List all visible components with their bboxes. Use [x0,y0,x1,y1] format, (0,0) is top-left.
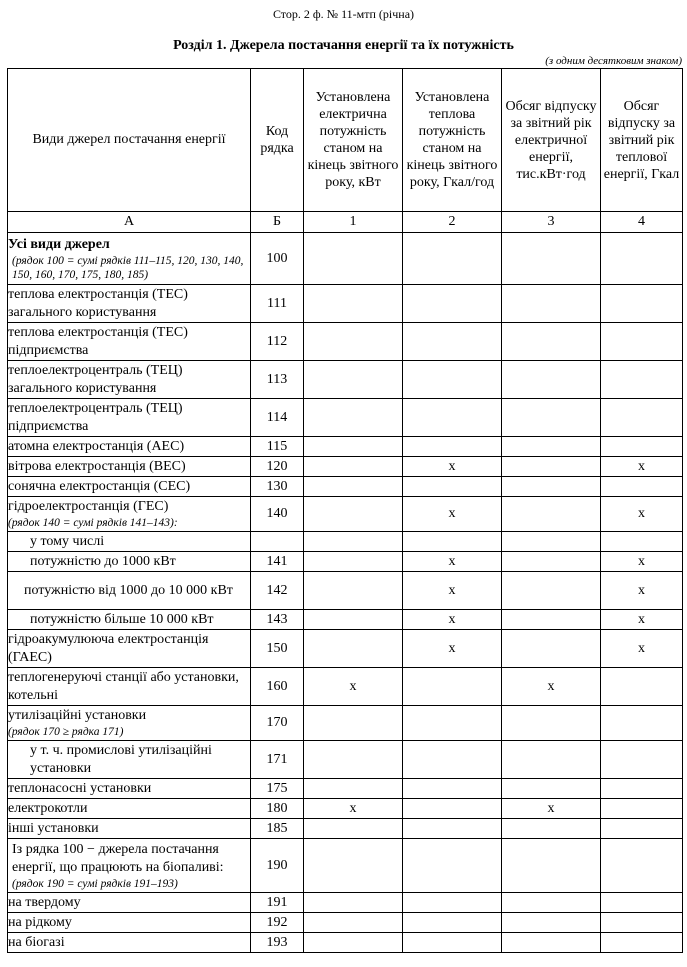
row-name: теплогенеруючі станції або установки, котельні [8,668,251,706]
cell-3[interactable] [502,323,601,361]
table-row [8,552,683,572]
cell-4[interactable] [601,323,683,361]
col-letter-3: 3 [502,212,601,233]
row-name: вітрова електростанція (ВЕС) [8,457,251,477]
cell-4[interactable] [601,913,683,933]
row-code: 112 [251,323,304,361]
cell-2[interactable] [403,323,502,361]
col-letter-b: Б [251,212,304,233]
row-code: 141 [251,552,304,572]
cell-1[interactable] [304,233,403,285]
cell-1[interactable] [304,532,403,552]
row-code: 143 [251,610,304,630]
cell-3[interactable] [502,913,601,933]
cell-3[interactable] [502,630,601,668]
cell-2[interactable]: x [403,552,502,572]
table-row [8,819,683,839]
cell-3[interactable] [502,893,601,913]
cell-3[interactable] [502,497,601,532]
cell-4[interactable] [601,779,683,799]
cell-4[interactable]: x [601,630,683,668]
table-row [8,799,683,819]
row-code: 192 [251,913,304,933]
row-name: у т. ч. промислові утилізаційні установки [8,741,251,779]
cell-2[interactable]: x [403,630,502,668]
table-row [8,323,683,361]
cell-3[interactable] [502,477,601,497]
cell-4[interactable] [601,361,683,399]
row-name: потужністю від 1000 до 10 000 кВт [8,572,251,610]
cell-3[interactable] [502,839,601,893]
row-name [8,233,251,285]
cell-4[interactable]: x [601,497,683,532]
col-header-name: Види джерел постачання енергії [8,69,251,212]
row-label: Усі види джерел [8,236,110,252]
col-letter-1: 1 [304,212,403,233]
cell-1[interactable] [304,457,403,477]
row-code: 114 [251,399,304,437]
row-code [251,532,304,552]
row-code: 140 [251,497,304,532]
cell-4[interactable] [601,819,683,839]
cell-2[interactable] [403,285,502,323]
cell-2[interactable] [403,706,502,741]
row-name: гідроакумулююча електростанція (ГАЕС) [8,630,251,668]
cell-2[interactable] [403,933,502,953]
cell-2[interactable] [403,839,502,893]
cell-1[interactable] [304,839,403,893]
energy-sources-table [7,68,683,953]
cell-3[interactable]: x [502,799,601,819]
cell-4[interactable]: x [601,572,683,610]
row-name: на твердому [8,893,251,913]
col-header-code: Код рядка [251,69,304,212]
table-row [8,893,683,913]
cell-1[interactable] [304,361,403,399]
row-name: на рідкому [8,913,251,933]
table-row [8,532,683,552]
row-code: 191 [251,893,304,913]
cell-4[interactable] [601,839,683,893]
row-code: 150 [251,630,304,668]
cell-1[interactable] [304,913,403,933]
row-name: теплова електростанція (ТЕС) загального користування [8,285,251,323]
row-code: 130 [251,477,304,497]
row-note: (рядок 140 = сумі рядків 141–143): [8,517,178,529]
cell-4[interactable] [601,285,683,323]
cell-2[interactable] [403,668,502,706]
row-code: 100 [251,233,304,285]
col-header-1: Установлена електрична потужність станом на кінець звітного року, кВт [304,69,403,212]
cell-4[interactable] [601,399,683,437]
page-header: Стор. 2 ф. № 11-мтп (річна) [272,7,415,21]
cell-4[interactable] [601,477,683,497]
table-row [8,437,683,457]
table-row [8,285,683,323]
cell-2[interactable] [403,913,502,933]
cell-2[interactable] [403,437,502,457]
cell-1[interactable] [304,552,403,572]
table-row [8,610,683,630]
row-note: (рядок 170 ≥ рядка 171) [8,726,124,738]
cell-1[interactable] [304,819,403,839]
cell-4[interactable] [601,933,683,953]
row-name: потужністю більше 10 000 кВт [8,610,251,630]
cell-1[interactable] [304,706,403,741]
cell-4[interactable] [601,233,683,285]
column-letters-row [8,212,683,233]
cell-3[interactable] [502,457,601,477]
section-title: Розділ 1. Джерела постачання енергії та їх потужність [173,38,514,53]
col-header-3: Обсяг відпуску за звітний рік електричної енергії, тис.кВт·год [502,69,601,212]
row-code: 113 [251,361,304,399]
cell-4[interactable] [601,437,683,457]
cell-3[interactable] [502,779,601,799]
row-code: 111 [251,285,304,323]
table-row [8,361,683,399]
cell-3[interactable] [502,572,601,610]
cell-1[interactable] [304,497,403,532]
col-header-4: Обсяг відпуску за звітний рік теплової енергії, Гкал [601,69,683,212]
row-code: 185 [251,819,304,839]
row-name: теплонасосні установки [8,779,251,799]
row-name: електрокотли [8,799,251,819]
table-row [8,779,683,799]
row-code: 190 [251,839,304,893]
row-name: потужністю до 1000 кВт [8,552,251,572]
cell-1[interactable] [304,630,403,668]
col-letter-2: 2 [403,212,502,233]
cell-3[interactable] [502,706,601,741]
row-note: (рядок 190 = сумі рядків 191–193) [12,877,178,890]
row-name [8,706,251,741]
table-row [8,477,683,497]
row-name: теплоелектроцентраль (ТЕЦ) загального користування [8,361,251,399]
cell-2[interactable] [403,741,502,779]
row-label: Із рядка 100 − джерела постачання енергії, що працюють на біопаливі: [12,841,224,875]
cell-4[interactable] [601,668,683,706]
cell-4[interactable] [601,893,683,913]
table-row [8,572,683,610]
row-code: 115 [251,437,304,457]
row-code: 175 [251,779,304,799]
cell-2[interactable]: x [403,572,502,610]
precision-note: (з одним десятковим знаком) [545,55,682,67]
row-label: гідроелектростанція (ГЕС) [8,499,169,514]
cell-3[interactable] [502,552,601,572]
cell-4[interactable] [601,532,683,552]
cell-3[interactable] [502,819,601,839]
table-row [8,913,683,933]
table-row [8,233,683,285]
cell-2[interactable] [403,893,502,913]
table-header-row [8,69,683,212]
cell-3[interactable] [502,361,601,399]
row-label: утилізаційні установки [8,708,147,723]
cell-2[interactable] [403,819,502,839]
table-row [8,668,683,706]
cell-2[interactable] [403,532,502,552]
cell-3[interactable]: x [502,668,601,706]
row-name: на біогазі [8,933,251,953]
cell-2[interactable] [403,779,502,799]
cell-4[interactable]: x [601,552,683,572]
cell-3[interactable] [502,285,601,323]
row-code: 171 [251,741,304,779]
row-name: інші установки [8,819,251,839]
cell-1[interactable] [304,285,403,323]
table-row [8,706,683,741]
cell-4[interactable]: x [601,610,683,630]
cell-1[interactable] [304,779,403,799]
table-row [8,933,683,953]
cell-3[interactable] [502,532,601,552]
table-row [8,399,683,437]
row-code: 180 [251,799,304,819]
row-name: теплова електростанція (ТЕС) підприємства [8,323,251,361]
cell-1[interactable] [304,893,403,913]
cell-1[interactable]: x [304,799,403,819]
cell-2[interactable]: x [403,610,502,630]
table-row [8,741,683,779]
cell-2[interactable] [403,361,502,399]
col-letter-4: 4 [601,212,683,233]
row-name: теплоелектроцентраль (ТЕЦ) підприємства [8,399,251,437]
table-row [8,497,683,532]
cell-2[interactable] [403,799,502,819]
row-note: (рядок 100 = сумі рядків 111–115, 120, 130, 140, 150, 160, 170, 175, 180, 185) [12,254,244,281]
row-name: у тому числі [8,532,251,552]
cell-1[interactable] [304,610,403,630]
cell-2[interactable]: x [403,497,502,532]
table-row [8,457,683,477]
cell-2[interactable] [403,233,502,285]
row-name: сонячна електростанція (СЕС) [8,477,251,497]
row-code: 142 [251,572,304,610]
cell-1[interactable] [304,933,403,953]
row-name [8,497,251,532]
cell-3[interactable] [502,933,601,953]
table-row [8,630,683,668]
row-code: 160 [251,668,304,706]
cell-4[interactable]: x [601,457,683,477]
cell-1[interactable]: x [304,668,403,706]
cell-2[interactable] [403,399,502,437]
cell-4[interactable] [601,706,683,741]
col-header-2: Установлена теплова потужність станом на кінець звітного року, Гкал/год [403,69,502,212]
row-code: 170 [251,706,304,741]
cell-1[interactable] [304,437,403,457]
cell-3[interactable] [502,610,601,630]
row-code: 193 [251,933,304,953]
cell-1[interactable] [304,572,403,610]
table-row [8,839,683,893]
cell-1[interactable] [304,323,403,361]
cell-1[interactable] [304,399,403,437]
cell-3[interactable] [502,399,601,437]
row-code: 120 [251,457,304,477]
cell-1[interactable] [304,741,403,779]
cell-3[interactable] [502,437,601,457]
cell-2[interactable] [403,477,502,497]
cell-2[interactable]: x [403,457,502,477]
cell-3[interactable] [502,233,601,285]
cell-1[interactable] [304,477,403,497]
row-name: атомна електростанція (АЕС) [8,437,251,457]
cell-4[interactable] [601,741,683,779]
col-letter-a: А [8,212,251,233]
row-name [8,839,251,893]
cell-3[interactable] [502,741,601,779]
cell-4[interactable] [601,799,683,819]
